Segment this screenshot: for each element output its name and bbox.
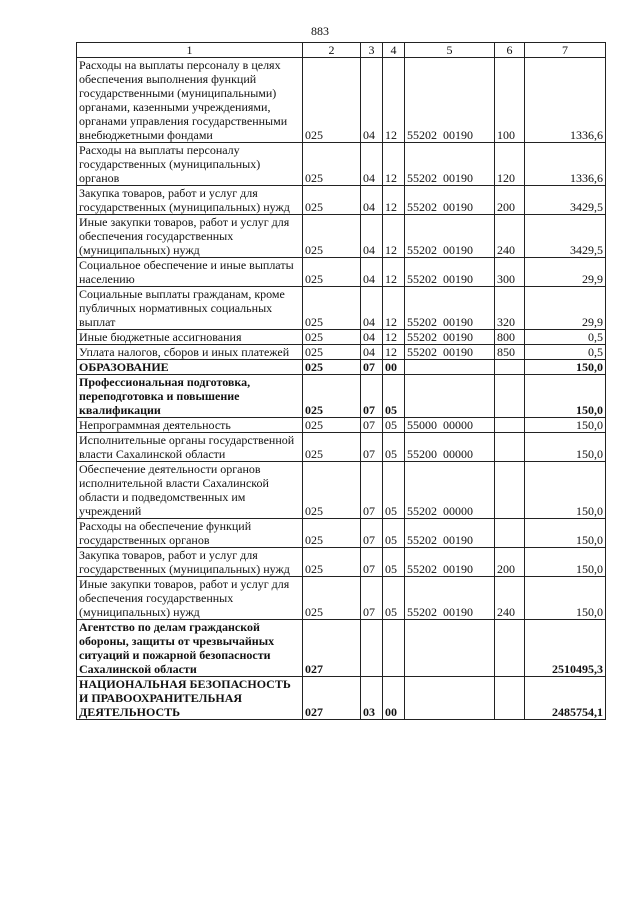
table-row	[77, 287, 606, 330]
row-amount: 3429,5	[525, 186, 606, 215]
row-type: 240	[495, 577, 525, 620]
page-number: 883	[311, 24, 329, 38]
row-name: Агентство по делам гражданской обороны, защиты от чрезвычайных ситуаций и пожарной безопасности Сахалинской области	[77, 620, 303, 677]
row-code: 025	[303, 258, 361, 287]
row-amount: 150,0	[525, 548, 606, 577]
row-type	[495, 620, 525, 677]
row-section: 07	[361, 418, 383, 433]
row-subsection: 12	[383, 345, 405, 360]
row-code: 025	[303, 58, 361, 143]
row-target: 55202 00190	[405, 519, 495, 548]
row-amount: 29,9	[525, 258, 606, 287]
row-subsection	[383, 620, 405, 677]
row-type	[495, 519, 525, 548]
row-subsection: 12	[383, 143, 405, 186]
row-code: 025	[303, 186, 361, 215]
table-row	[77, 433, 606, 462]
row-subsection: 12	[383, 287, 405, 330]
row-name: Непрограммная деятельность	[77, 418, 303, 433]
table-row	[77, 58, 606, 143]
row-target: 55200 00000	[405, 433, 495, 462]
row-subsection: 05	[383, 577, 405, 620]
row-amount: 150,0	[525, 360, 606, 375]
row-code: 027	[303, 677, 361, 720]
row-target: 55202 00190	[405, 577, 495, 620]
table-row	[77, 375, 606, 418]
table-body	[77, 58, 606, 720]
row-name: Закупка товаров, работ и услуг для государственных (муниципальных) нужд	[77, 548, 303, 577]
column-header: 6	[495, 43, 525, 58]
column-header: 4	[383, 43, 405, 58]
row-target: 55202 00000	[405, 462, 495, 519]
table-row	[77, 519, 606, 548]
row-amount: 150,0	[525, 519, 606, 548]
row-subsection: 12	[383, 58, 405, 143]
row-target: 55202 00190	[405, 58, 495, 143]
row-amount: 3429,5	[525, 215, 606, 258]
row-subsection: 05	[383, 418, 405, 433]
row-name: Расходы на обеспечение функций государственных органов	[77, 519, 303, 548]
row-name: Иные бюджетные ассигнования	[77, 330, 303, 345]
row-target: 55202 00190	[405, 215, 495, 258]
row-name: НАЦИОНАЛЬНАЯ БЕЗОПАСНОСТЬ И ПРАВООХРАНИТЕЛЬНАЯ ДЕЯТЕЛЬНОСТЬ	[77, 677, 303, 720]
row-amount: 1336,6	[525, 58, 606, 143]
column-header: 5	[405, 43, 495, 58]
column-header: 1	[77, 43, 303, 58]
table-row	[77, 360, 606, 375]
row-section: 04	[361, 258, 383, 287]
row-code: 025	[303, 418, 361, 433]
row-amount: 0,5	[525, 345, 606, 360]
row-section: 04	[361, 330, 383, 345]
table-row	[77, 215, 606, 258]
row-subsection: 05	[383, 519, 405, 548]
row-name: Расходы на выплаты персоналу государственных (муниципальных) органов	[77, 143, 303, 186]
row-type: 300	[495, 258, 525, 287]
table-row	[77, 418, 606, 433]
row-amount: 150,0	[525, 577, 606, 620]
row-amount: 1336,6	[525, 143, 606, 186]
table-row	[77, 143, 606, 186]
row-section: 04	[361, 58, 383, 143]
row-target: 55202 00190	[405, 186, 495, 215]
row-code: 025	[303, 345, 361, 360]
row-section: 07	[361, 577, 383, 620]
table-header-row	[77, 43, 606, 58]
row-type: 120	[495, 143, 525, 186]
row-target: 55202 00190	[405, 143, 495, 186]
row-name: Уплата налогов, сборов и иных платежей	[77, 345, 303, 360]
row-code: 025	[303, 375, 361, 418]
row-code: 025	[303, 215, 361, 258]
row-target: 55202 00190	[405, 287, 495, 330]
row-subsection: 05	[383, 462, 405, 519]
table-row	[77, 345, 606, 360]
row-target	[405, 677, 495, 720]
row-type	[495, 360, 525, 375]
row-type	[495, 433, 525, 462]
row-code: 027	[303, 620, 361, 677]
row-subsection: 05	[383, 433, 405, 462]
row-target: 55202 00190	[405, 330, 495, 345]
row-amount: 2485754,1	[525, 677, 606, 720]
row-code: 025	[303, 433, 361, 462]
row-target: 55000 00000	[405, 418, 495, 433]
table-row	[77, 548, 606, 577]
row-name: Иные закупки товаров, работ и услуг для обеспечения государственных (муниципальных) нужд	[77, 215, 303, 258]
row-subsection: 05	[383, 375, 405, 418]
row-code: 025	[303, 548, 361, 577]
row-target: 55202 00190	[405, 548, 495, 577]
row-type	[495, 677, 525, 720]
row-code: 025	[303, 143, 361, 186]
row-name: Исполнительные органы государственной власти Сахалинской области	[77, 433, 303, 462]
row-name: Иные закупки товаров, работ и услуг для обеспечения государственных (муниципальных) нужд	[77, 577, 303, 620]
row-subsection: 12	[383, 186, 405, 215]
row-type	[495, 375, 525, 418]
row-target	[405, 375, 495, 418]
row-subsection: 12	[383, 330, 405, 345]
row-name: Социальное обеспечение и иные выплаты населению	[77, 258, 303, 287]
row-code: 025	[303, 519, 361, 548]
row-section: 07	[361, 462, 383, 519]
row-name: Обеспечение деятельности органов исполнительной власти Сахалинской области и подведомственных им учреждений	[77, 462, 303, 519]
table-row	[77, 186, 606, 215]
row-section: 04	[361, 215, 383, 258]
table-row	[77, 462, 606, 519]
row-name: ОБРАЗОВАНИЕ	[77, 360, 303, 375]
column-header: 3	[361, 43, 383, 58]
row-type: 200	[495, 548, 525, 577]
budget-table	[76, 42, 606, 720]
row-type: 100	[495, 58, 525, 143]
row-section: 07	[361, 375, 383, 418]
row-code: 025	[303, 287, 361, 330]
row-amount: 2510495,3	[525, 620, 606, 677]
row-amount: 150,0	[525, 418, 606, 433]
row-amount: 150,0	[525, 462, 606, 519]
row-code: 025	[303, 330, 361, 345]
row-code: 025	[303, 360, 361, 375]
row-subsection: 12	[383, 258, 405, 287]
row-section: 04	[361, 345, 383, 360]
row-type: 200	[495, 186, 525, 215]
row-subsection: 00	[383, 360, 405, 375]
row-type: 320	[495, 287, 525, 330]
row-subsection: 12	[383, 215, 405, 258]
row-target	[405, 360, 495, 375]
row-section: 03	[361, 677, 383, 720]
row-name: Профессиональная подготовка, переподготовка и повышение квалификации	[77, 375, 303, 418]
row-amount: 29,9	[525, 287, 606, 330]
row-subsection: 05	[383, 548, 405, 577]
row-code: 025	[303, 462, 361, 519]
row-target: 55202 00190	[405, 345, 495, 360]
row-section: 07	[361, 360, 383, 375]
row-section	[361, 620, 383, 677]
row-type	[495, 462, 525, 519]
row-section: 07	[361, 519, 383, 548]
row-name: Расходы на выплаты персоналу в целях обеспечения выполнения функций государственными (муниципальными) органами, казенными учреждениями, органами управления государственными внебюджетными фондами	[77, 58, 303, 143]
row-name: Социальные выплаты гражданам, кроме публичных нормативных социальных выплат	[77, 287, 303, 330]
row-section: 04	[361, 287, 383, 330]
row-type: 800	[495, 330, 525, 345]
row-amount: 150,0	[525, 375, 606, 418]
column-header: 2	[303, 43, 361, 58]
row-amount: 0,5	[525, 330, 606, 345]
row-type: 850	[495, 345, 525, 360]
row-subsection: 00	[383, 677, 405, 720]
table-row	[77, 258, 606, 287]
row-amount: 150,0	[525, 433, 606, 462]
table-row	[77, 577, 606, 620]
row-name: Закупка товаров, работ и услуг для государственных (муниципальных) нужд	[77, 186, 303, 215]
row-section: 07	[361, 548, 383, 577]
row-target	[405, 620, 495, 677]
table-row	[77, 620, 606, 677]
row-section: 04	[361, 186, 383, 215]
row-target: 55202 00190	[405, 258, 495, 287]
row-section: 07	[361, 433, 383, 462]
column-header: 7	[525, 43, 606, 58]
row-type: 240	[495, 215, 525, 258]
table-row	[77, 677, 606, 720]
row-type	[495, 418, 525, 433]
row-code: 025	[303, 577, 361, 620]
row-section: 04	[361, 143, 383, 186]
table-row	[77, 330, 606, 345]
